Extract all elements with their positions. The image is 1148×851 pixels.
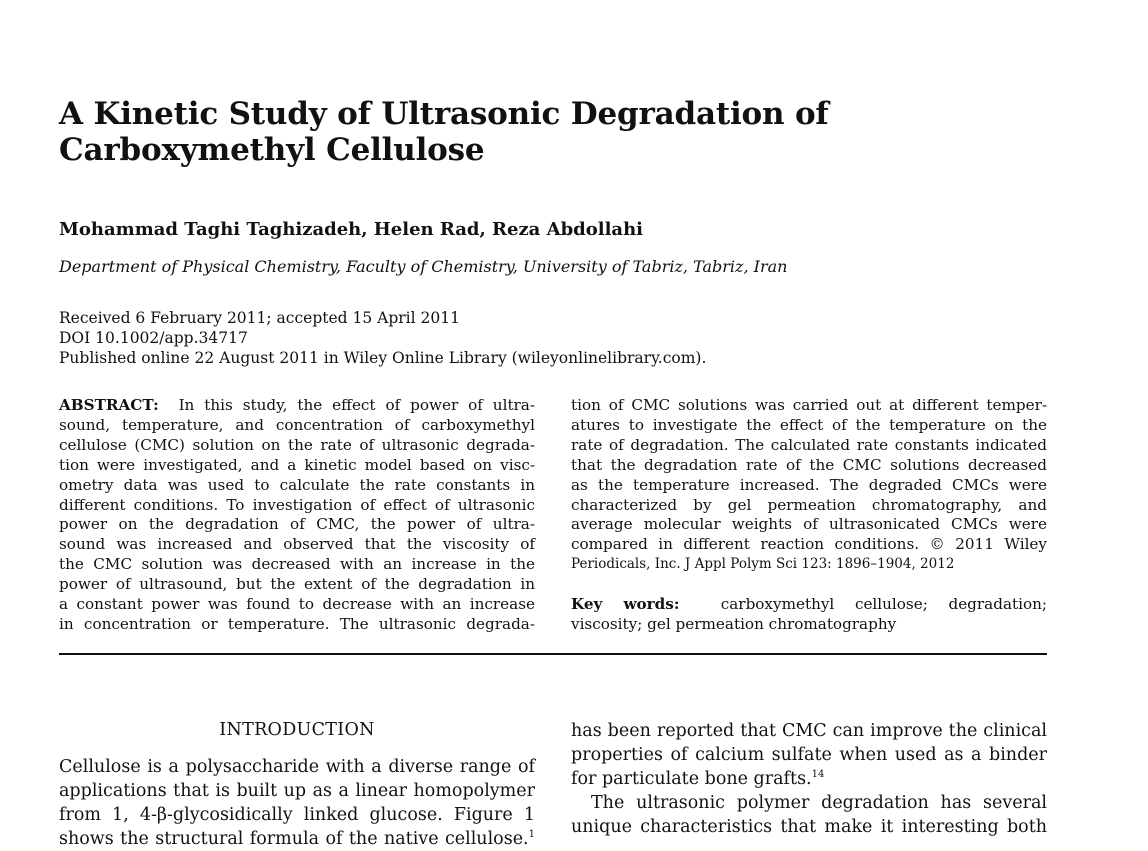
abstract-line: tion of CMC solutions was carried out at different temper- <box>571 396 1047 414</box>
keywords-line-2: viscosity; gel permeation chromatography <box>571 614 897 633</box>
introduction-right-column <box>571 719 1047 839</box>
abstract-line: cellulose (CMC) solution on the rate of ultrasonic degrada- <box>59 435 535 454</box>
abstract-line: ABSTRACT: In this study, the effect of power of ultra- <box>59 396 535 414</box>
abstract-right-column <box>571 396 1047 575</box>
abstract-line: a constant power was found to decrease with an increase <box>59 595 535 614</box>
abstract-label: ABSTRACT: <box>59 396 159 414</box>
abstract-line: power on the degradation of CMC, the power of ultra- <box>59 515 535 534</box>
author-list: Mohammad Taghi Taghizadeh, Helen Rad, Reza Abdollahi <box>59 219 644 240</box>
abstract-line: the CMC solution was decreased with an increase in the <box>59 555 535 574</box>
abstract-line: characterized by gel permeation chromatography, and <box>571 495 1047 514</box>
affiliation: Department of Physical Chemistry, Faculty of Chemistry, University of Tabriz, Tabriz, Iran <box>59 257 788 276</box>
doi: DOI 10.1002/app.34717 <box>59 329 248 347</box>
abstract-line: power of ultrasound, but the extent of the degradation in <box>59 575 535 594</box>
abstract-line: sound, temperature, and concentration of carboxymethyl <box>59 415 535 434</box>
reference-superscript: 14 <box>811 769 825 781</box>
received-date: Received 6 February 2011; accepted 15 April 2011 <box>59 309 460 327</box>
introduction-left-column <box>59 755 535 851</box>
body-line: unique characteristics that make it interesting both <box>571 817 1047 837</box>
abstract-line: as the temperature increased. The degraded CMCs were <box>571 475 1047 494</box>
title-line-1: A Kinetic Study of Ultrasonic Degradation of <box>59 96 829 132</box>
abstract-line: ometry data was used to calculate the rate constants in <box>59 475 535 494</box>
keywords-label: Key words: <box>571 595 680 613</box>
journal-citation: Periodicals, Inc. J Appl Polym Sci 123: 1896–1904, 2012 <box>571 556 955 573</box>
abstract-line: average molecular weights of ultrasonicated CMCs were <box>571 515 1047 534</box>
body-line: properties of calcium sulfate when used as a binder <box>571 745 1047 765</box>
body-line: applications that is built up as a linear homopolymer <box>59 781 535 801</box>
body-line: Cellulose is a polysaccharide with a diverse range of <box>59 757 535 777</box>
abstract-line: different conditions. To investigation of effect of ultrasonic <box>59 495 535 514</box>
body-line: shows the structural formula of the native cellulose.$^1$ <box>59 829 535 849</box>
abstract-line: compared in different reaction conditions. © 2011 Wiley <box>571 535 1047 554</box>
body-line: The ultrasonic polymer degradation has several <box>591 793 1047 813</box>
abstract-line: sound was increased and observed that the viscosity of <box>59 535 535 554</box>
paper-title <box>59 96 959 168</box>
abstract-line: tion were investigated, and a kinetic model based on visc- <box>59 455 535 474</box>
abstract-line: rate of degradation. The calculated rate constants indicated <box>571 435 1047 454</box>
abstract-line: that the degradation rate of the CMC solutions decreased <box>571 455 1047 474</box>
body-line: has been reported that CMC can improve the clinical <box>571 721 1047 741</box>
body-line: for particulate bone grafts.$^{14}$ <box>571 769 825 789</box>
abstract-line: in concentration or temperature. The ultrasonic degrada- <box>59 614 535 633</box>
title-line-2: Carboxymethyl Cellulose <box>59 132 485 168</box>
published-online: Published online 22 August 2011 in Wiley Online Library (wileyonlinelibrary.com). <box>59 349 707 367</box>
section-divider <box>59 653 1047 655</box>
introduction-heading: INTRODUCTION <box>219 720 375 740</box>
abstract-left-column <box>59 396 535 635</box>
body-line: from 1, 4-β-glycosidically linked glucose. Figure 1 <box>59 805 535 825</box>
keywords-line-1: Key words: carboxymethyl cellulose; degradation; <box>571 595 1048 613</box>
abstract-line: atures to investigate the effect of the temperature on the <box>571 415 1047 434</box>
keywords <box>571 595 1047 635</box>
reference-superscript: 1 <box>528 829 535 841</box>
